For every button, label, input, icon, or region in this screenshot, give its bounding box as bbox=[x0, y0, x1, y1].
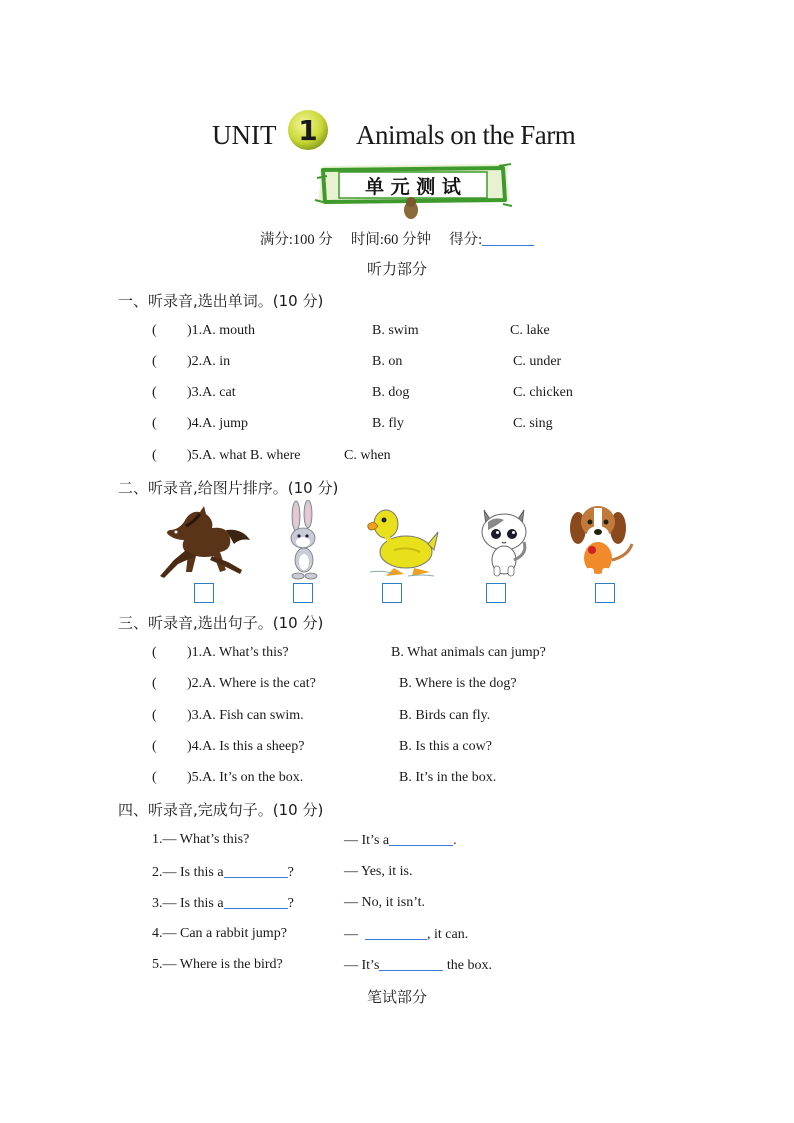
s4-answer-1: — It’s a . bbox=[344, 833, 457, 848]
s3-option-b-2: B. Where is the dog? bbox=[399, 676, 517, 691]
s4-question-3: 3.— Is this a ? bbox=[152, 896, 294, 911]
s4-blank-4[interactable] bbox=[365, 926, 427, 940]
dog-icon bbox=[568, 500, 636, 580]
s3-paren-2[interactable]: ( bbox=[152, 676, 157, 691]
s1-paren-5[interactable]: ( bbox=[152, 448, 157, 463]
s4-question-5: 5.— Where is the bird? bbox=[152, 957, 283, 972]
banner-text: 单 元 测 试 bbox=[365, 176, 461, 198]
s1-option-a-2: )2.A. in bbox=[187, 354, 231, 369]
unit-title-bar bbox=[0, 116, 794, 156]
s1-option-b-3: B. dog bbox=[372, 385, 410, 400]
s4-question-2: 2.— Is this a ? bbox=[152, 865, 294, 880]
unit-title: Animals on the Farm bbox=[356, 120, 576, 150]
s4-answer-3: — No, it isn’t. bbox=[344, 895, 426, 910]
s4-blank-1[interactable] bbox=[389, 832, 453, 846]
s4-answer-4: — , it can. bbox=[344, 927, 469, 942]
section2-heading: 二、听录音,给图片排序。(10 分) bbox=[118, 479, 339, 497]
s1-option-ab-5: )5.A. what B. where bbox=[187, 448, 301, 463]
s1-paren-1[interactable]: ( bbox=[152, 323, 157, 338]
order-box-horse[interactable] bbox=[194, 583, 214, 603]
s1-option-c-5: C. when bbox=[344, 448, 391, 463]
s4-answer-2: — Yes, it is. bbox=[344, 864, 413, 879]
rabbit-icon bbox=[282, 500, 326, 580]
s4-blank-3[interactable] bbox=[224, 895, 288, 909]
s3-option-a-4: )4.A. Is this a sheep? bbox=[187, 739, 305, 754]
s1-paren-4[interactable]: ( bbox=[152, 416, 157, 431]
full-score: 满分:100 分 bbox=[259, 232, 333, 248]
writing-part-heading: 笔试部分 bbox=[366, 990, 427, 1006]
section4-heading: 四、听录音,完成句子。(10 分) bbox=[118, 801, 324, 819]
s1-option-a-3: )3.A. cat bbox=[187, 385, 236, 400]
s3-paren-3[interactable]: ( bbox=[152, 708, 157, 723]
s3-paren-1[interactable]: ( bbox=[152, 645, 157, 660]
unit-number-badge-icon bbox=[286, 108, 330, 152]
s1-option-c-4: C. sing bbox=[513, 416, 553, 431]
score-info-line bbox=[0, 228, 794, 249]
section1-heading: 一、听录音,选出单词。(10 分) bbox=[118, 292, 324, 310]
s1-option-c-2: C. under bbox=[513, 354, 562, 369]
s4-question-4: 4.— Can a rabbit jump? bbox=[152, 926, 287, 941]
s3-option-b-1: B. What animals can jump? bbox=[391, 645, 546, 660]
s3-paren-5[interactable]: ( bbox=[152, 770, 157, 785]
s3-paren-4[interactable]: ( bbox=[152, 739, 157, 754]
s1-option-b-1: B. swim bbox=[372, 323, 419, 338]
s1-option-a-4: )4.A. jump bbox=[187, 416, 249, 431]
listening-part-heading: 听力部分 bbox=[366, 262, 427, 278]
s3-option-b-3: B. Birds can fly. bbox=[399, 708, 491, 723]
order-box-cat[interactable] bbox=[486, 583, 506, 603]
order-box-dog[interactable] bbox=[595, 583, 615, 603]
s1-option-b-4: B. fly bbox=[372, 416, 404, 431]
s4-blank-2[interactable] bbox=[224, 864, 288, 878]
s3-option-b-5: B. It’s in the box. bbox=[399, 770, 497, 785]
s1-paren-3[interactable]: ( bbox=[152, 385, 157, 400]
order-box-rabbit[interactable] bbox=[293, 583, 313, 603]
s1-option-b-2: B. on bbox=[372, 354, 403, 369]
s3-option-a-3: )3.A. Fish can swim. bbox=[187, 708, 304, 723]
cat-icon bbox=[474, 502, 534, 578]
time-limit: 时间:60 分钟 bbox=[350, 232, 432, 248]
section3-heading: 三、听录音,选出句子。(10 分) bbox=[118, 614, 324, 632]
s3-option-a-5: )5.A. It’s on the box. bbox=[187, 770, 304, 785]
order-box-duck[interactable] bbox=[382, 583, 402, 603]
score-blank[interactable] bbox=[482, 231, 534, 246]
s1-option-c-1: C. lake bbox=[510, 323, 550, 338]
score-label: 得分: bbox=[449, 232, 483, 248]
s4-blank-5[interactable] bbox=[379, 957, 443, 971]
s3-option-a-2: )2.A. Where is the cat? bbox=[187, 676, 316, 691]
unit-test-banner bbox=[313, 160, 513, 222]
s1-paren-2[interactable]: ( bbox=[152, 354, 157, 369]
s3-option-b-4: B. Is this a cow? bbox=[399, 739, 492, 754]
unit-number: 1 bbox=[298, 114, 318, 147]
s4-answer-5: — It’s the box. bbox=[344, 958, 492, 973]
horse-icon bbox=[156, 500, 252, 580]
s1-option-c-3: C. chicken bbox=[513, 385, 573, 400]
s1-option-a-1: )1.A. mouth bbox=[187, 323, 256, 338]
s4-question-1: 1.— What’s this? bbox=[152, 832, 250, 847]
duck-icon bbox=[364, 500, 440, 580]
unit-word: UNIT bbox=[212, 120, 277, 150]
s3-option-a-1: )1.A. What’s this? bbox=[187, 645, 289, 660]
